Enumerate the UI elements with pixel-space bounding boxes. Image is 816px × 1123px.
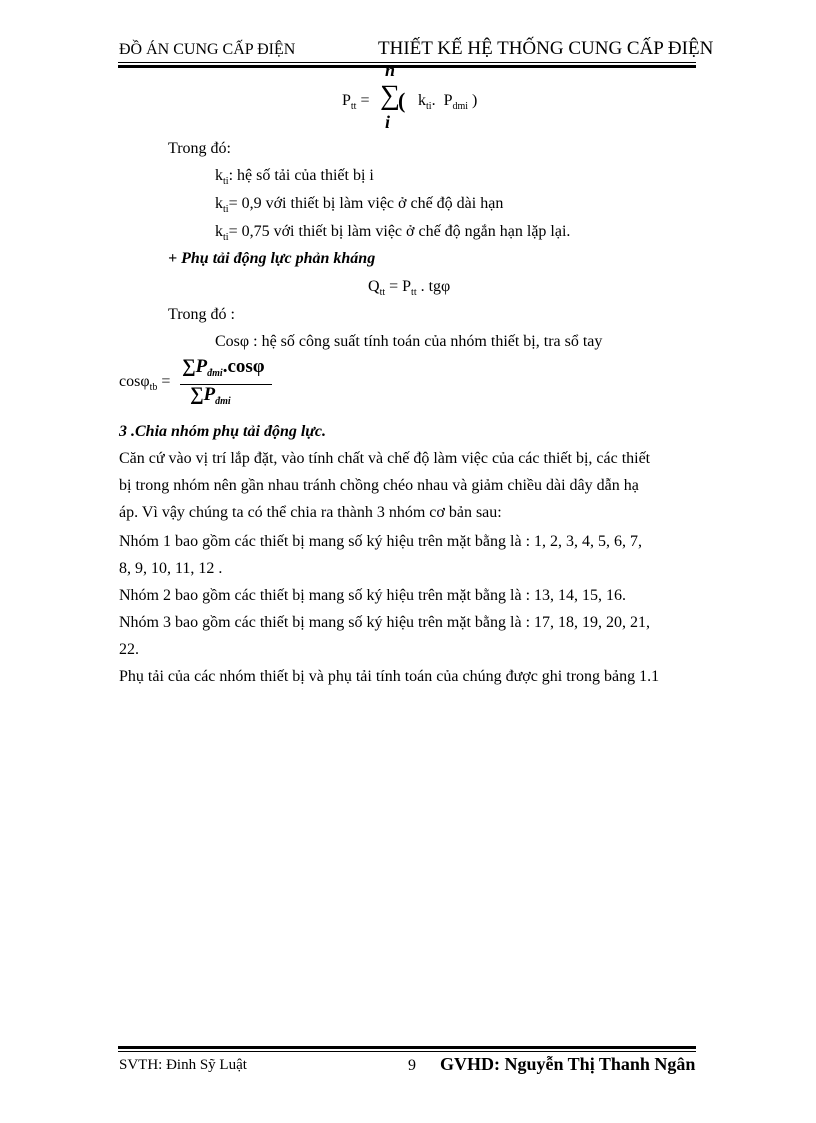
- footer-supervisor: GVHD: Nguyễn Thị Thanh Ngân: [440, 1054, 696, 1074]
- formula-ptt-open-paren: (: [398, 88, 406, 113]
- paragraph-line: Nhóm 1 bao gồm các thiết bị mang số ký hiệu trên mặt bằng là : 1, 2, 3, 4, 5, 6, 7,: [119, 533, 643, 550]
- cos-phi-definition: Cosφ : hệ số công suất tính toán của nhóm thiết bị, tra sổ tay: [215, 333, 603, 350]
- formula-cos-denominator: $\sum P_{đmi}$: [190, 384, 231, 407]
- where-label-1: Trong đó:: [168, 140, 231, 157]
- paragraph-line: Phụ tải của các nhóm thiết bị và phụ tải tính toán của chúng được ghi trong bảng 1.1: [119, 668, 660, 685]
- formula-qtt: $Q_{tt} = P_{tt}$ . tgφ: [368, 278, 451, 298]
- section-3-heading: 3 .Chia nhóm phụ tải động lực.: [119, 423, 326, 440]
- formula-ptt-sum-bottom: i: [385, 112, 391, 132]
- formula-ptt-sum-top: n: [385, 60, 396, 80]
- footer-rule-thin: [118, 1051, 696, 1052]
- paragraph-line: bị trong nhóm nên gần nhau tránh chồng chéo nhau và giảm chiều dài dây dẫn hạ: [119, 477, 639, 494]
- paragraph-line: áp. Vì vậy chúng ta có thể chia ra thành 3 nhóm cơ bản sau:: [119, 504, 502, 521]
- definition-kti-2: $k_{ti}= 0,9$ với thiết bị làm việc ở chế độ dài hạn: [215, 195, 504, 215]
- definition-kti-1: $k_{ti}$: hệ số tải của thiết bị i: [215, 167, 374, 187]
- header-rule-thin: [118, 62, 696, 63]
- footer-rule-thick: [118, 1046, 696, 1049]
- footer-page-number: 9: [408, 1057, 416, 1074]
- definition-kti-3: $k_{ti}= 0,75$ với thiết bị làm việc ở chế độ ngắn hạn lặp lại.: [215, 223, 571, 243]
- paragraph-line: Nhóm 2 bao gồm các thiết bị mang số ký hiệu trên mặt bằng là : 13, 14, 15, 16.: [119, 587, 627, 604]
- formula-cos-lhs: cosφ$_{tb}$ =: [119, 373, 171, 393]
- header-rule-thick: [118, 65, 696, 68]
- header-right: THIẾT KẾ HỆ THỐNG CUNG CẤP ĐIỆN: [378, 38, 714, 59]
- paragraph-line: 8, 9, 10, 11, 12 .: [119, 560, 223, 577]
- formula-ptt-lhs: $P_{tt}$ =: [342, 92, 370, 112]
- formula-ptt-sum-symbol: ∑: [380, 80, 400, 111]
- header-left: ĐỒ ÁN CUNG CẤP ĐIỆN: [119, 41, 296, 58]
- section-reactive-load: + Phụ tải động lực phản kháng: [168, 250, 376, 267]
- paragraph-line: Căn cứ vào vị trí lắp đặt, vào tính chất và chế độ làm việc của các thiết bị, các thiết: [119, 450, 651, 467]
- footer-student: SVTH: Đinh Sỹ Luật: [119, 1057, 247, 1073]
- paragraph-line: 22.: [119, 641, 139, 658]
- paragraph-line: Nhóm 3 bao gồm các thiết bị mang số ký hiệu trên mặt bằng là : 17, 18, 19, 20, 21,: [119, 614, 651, 631]
- formula-cos-numerator: $\sum P_{đmi}.\cos\varphi$: [182, 356, 265, 379]
- formula-ptt-body: $k_{ti}$. $P_{dmi}$ ): [418, 92, 478, 112]
- where-label-2: Trong đó :: [168, 306, 235, 323]
